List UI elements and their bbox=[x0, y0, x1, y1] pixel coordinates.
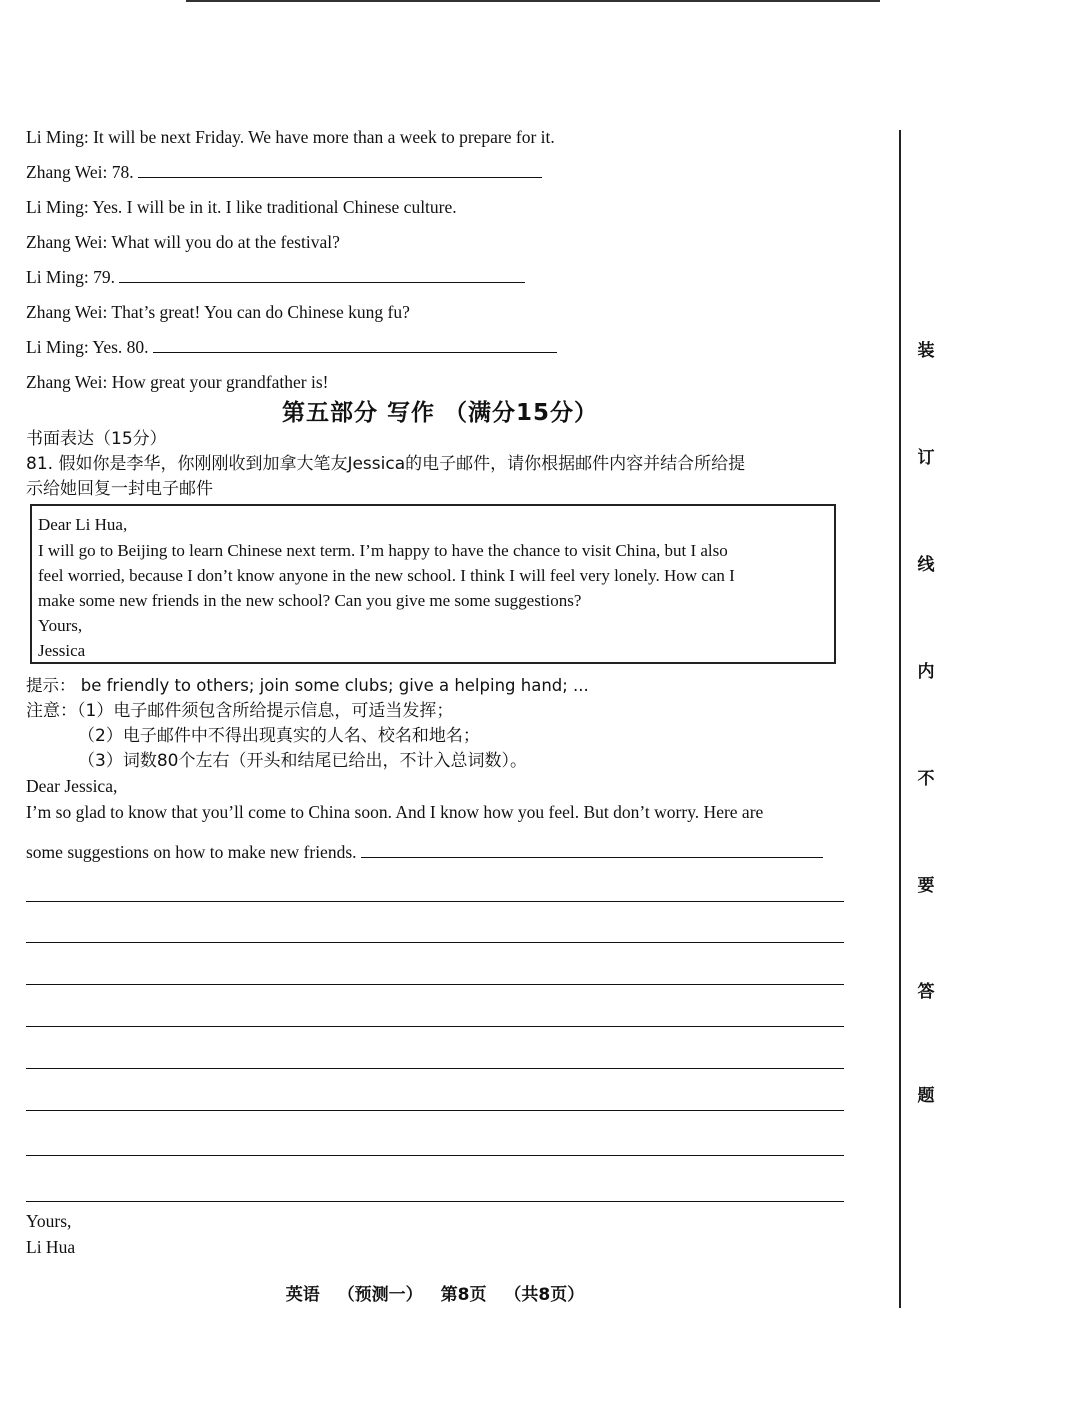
dialogue-text: Zhang Wei: That’s great! You can do Chinese kung fu? bbox=[26, 302, 410, 322]
email-box bbox=[30, 504, 836, 664]
answer-blank-80[interactable] bbox=[153, 336, 557, 353]
answer-blank-79[interactable] bbox=[119, 266, 525, 283]
writing-line[interactable] bbox=[26, 1026, 844, 1027]
hint-tip: 提示： be friendly to others; join some clubs; give a helping hand; ... bbox=[26, 676, 589, 695]
dialogue-text: Zhang Wei: 78. bbox=[26, 162, 134, 182]
email-line: I will go to Beijing to learn Chinese next term. I’m happy to have the chance to visit China, but I also bbox=[38, 541, 728, 560]
email-line: Jessica bbox=[38, 641, 86, 660]
writing-line[interactable] bbox=[26, 901, 844, 902]
email-line: make some new friends in the new school? Can you give me some suggestions? bbox=[38, 591, 582, 610]
footer-page: 第8页 bbox=[440, 1285, 487, 1305]
reply-text: some suggestions on how to make new friends. bbox=[26, 842, 357, 862]
binding-rule bbox=[899, 130, 901, 1308]
writing-line[interactable] bbox=[26, 1110, 844, 1111]
reply-text: I’m so glad to know that you’ll come to China soon. And I know how you feel. But don’t worry. Here are bbox=[26, 802, 764, 822]
email-line: Dear Li Hua, bbox=[38, 515, 128, 534]
dialogue-text: Li Ming: 79. bbox=[26, 267, 115, 287]
dialogue-text: Li Ming: Yes. I will be in it. I like traditional Chinese culture. bbox=[26, 197, 457, 217]
reply-greeting: Dear Jessica, bbox=[26, 776, 118, 796]
dialogue-line bbox=[26, 161, 542, 183]
answer-blank-78[interactable] bbox=[138, 161, 542, 178]
section-title: 第五部分 写作 （满分15分） bbox=[281, 400, 599, 426]
footer-edition: （预测一） bbox=[337, 1285, 423, 1305]
footer-total: （共8页） bbox=[504, 1285, 585, 1305]
footer-subject: 英语 bbox=[285, 1285, 320, 1305]
reply-text-line bbox=[26, 841, 823, 863]
writing-line[interactable] bbox=[26, 1068, 844, 1069]
binding-char: 装 bbox=[917, 341, 935, 361]
question-prompt-line: 示给她回复一封电子邮件 bbox=[26, 479, 213, 499]
dialogue-line bbox=[26, 371, 328, 393]
dialogue-text: Li Ming: Yes. 80. bbox=[26, 337, 149, 357]
dialogue-line bbox=[26, 336, 557, 358]
binding-char: 要 bbox=[917, 876, 935, 896]
binding-char: 答 bbox=[917, 982, 935, 1002]
dialogue-text: Li Ming: It will be next Friday. We have more than a week to prepare for it. bbox=[26, 127, 555, 147]
dialogue-line bbox=[26, 196, 457, 218]
page-footer bbox=[0, 1280, 870, 1305]
email-line: Yours, bbox=[38, 616, 83, 635]
writing-blank[interactable] bbox=[361, 841, 823, 858]
email-line: feel worried, because I don’t know anyone in the new school. I think I will feel very lonely. How can I bbox=[38, 566, 735, 585]
reply-signature: Li Hua bbox=[26, 1237, 76, 1257]
top-rule bbox=[186, 0, 880, 2]
dialogue-line bbox=[26, 301, 410, 323]
binding-char: 题 bbox=[917, 1086, 935, 1106]
dialogue-text: Zhang Wei: What will you do at the festival? bbox=[26, 232, 340, 252]
binding-char: 不 bbox=[917, 769, 935, 789]
binding-char: 内 bbox=[917, 662, 935, 682]
writing-line[interactable] bbox=[26, 1155, 844, 1156]
writing-line[interactable] bbox=[26, 984, 844, 985]
dialogue-line bbox=[26, 231, 340, 253]
hint-note: 注意：（1）电子邮件须包含所给提示信息，可适当发挥； bbox=[26, 701, 454, 721]
question-prompt-line: 81. 假如你是李华，你刚刚收到加拿大笔友Jessica的电子邮件，请你根据邮件内容并结合所给提 bbox=[26, 454, 746, 474]
dialogue-line bbox=[26, 126, 555, 148]
writing-line[interactable] bbox=[26, 1201, 844, 1202]
dialogue-text: Zhang Wei: How great your grandfather is! bbox=[26, 372, 329, 392]
writing-subtitle: 书面表达（15分） bbox=[26, 429, 167, 449]
dialogue-line bbox=[26, 266, 525, 288]
hint-note: （3）词数80个左右（开头和结尾已给出，不计入总词数）。 bbox=[78, 751, 527, 771]
reply-closing: Yours, bbox=[26, 1211, 72, 1231]
binding-char: 订 bbox=[917, 448, 935, 468]
writing-line[interactable] bbox=[26, 942, 844, 943]
hint-note: （2）电子邮件中不得出现真实的人名、校名和地名； bbox=[78, 726, 480, 746]
binding-char: 线 bbox=[917, 555, 935, 575]
